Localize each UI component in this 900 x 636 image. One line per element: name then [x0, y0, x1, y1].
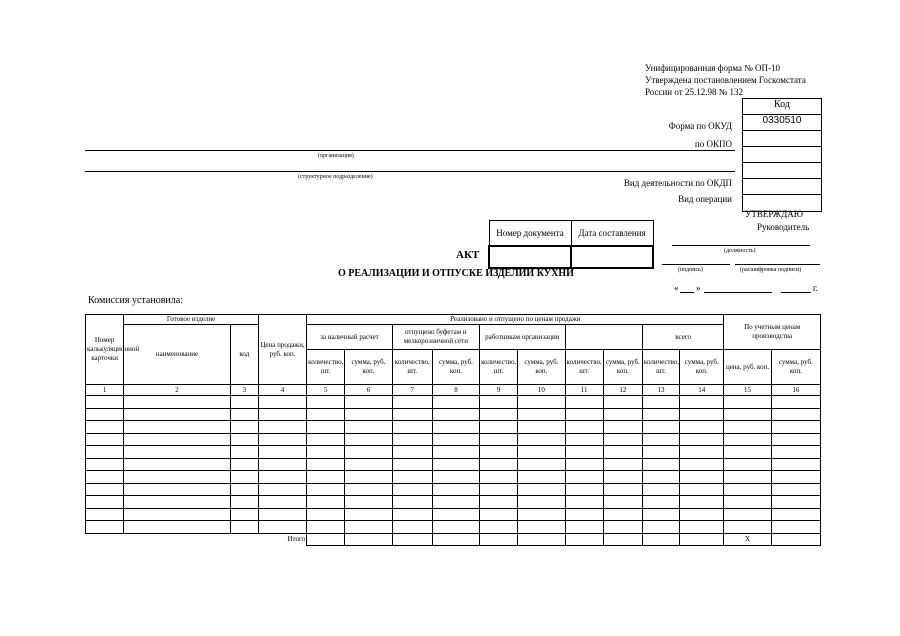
total-cell[interactable] [771, 533, 820, 546]
table-cell[interactable] [642, 471, 679, 484]
table-cell[interactable] [480, 458, 518, 471]
table-cell[interactable] [307, 396, 345, 409]
table-cell[interactable] [642, 396, 679, 409]
okud-field[interactable]: 0330510 [743, 115, 821, 131]
table-cell[interactable] [432, 433, 479, 446]
decoding-line[interactable] [735, 264, 820, 265]
table-cell[interactable] [392, 496, 432, 509]
table-cell[interactable] [392, 483, 432, 496]
table-cell[interactable] [345, 496, 392, 509]
table-cell[interactable] [124, 471, 231, 484]
table-cell[interactable] [642, 433, 679, 446]
act-label: АКТ [456, 249, 480, 261]
table-cell[interactable] [307, 433, 345, 446]
column-number: 12 [603, 385, 642, 396]
table-cell[interactable] [565, 496, 603, 509]
table-cell[interactable] [771, 396, 820, 409]
table-row [86, 421, 821, 434]
table-row [86, 433, 821, 446]
total-row [86, 533, 821, 546]
table-cell[interactable] [230, 508, 258, 521]
column-number: 4 [258, 385, 306, 396]
table-cell[interactable] [603, 446, 642, 459]
table-cell[interactable] [771, 521, 820, 534]
table-cell[interactable] [480, 471, 518, 484]
table-cell[interactable] [603, 408, 642, 421]
approved-line: Утверждена постановлением Госкомстата [645, 75, 806, 85]
table-cell[interactable] [724, 483, 771, 496]
table-cell[interactable] [565, 471, 603, 484]
sum-header: сумма, руб. коп. [680, 350, 724, 385]
table-cell[interactable] [642, 408, 679, 421]
table-cell[interactable] [392, 433, 432, 446]
table-cell[interactable] [307, 508, 345, 521]
act-title: О РЕАЛИЗАЦИИ И ОТПУСКЕ ИЗДЕЛИЙ КУХНИ [338, 268, 574, 279]
table-cell[interactable] [258, 408, 306, 421]
total-cell[interactable] [565, 533, 603, 546]
column-numbers-row [86, 385, 821, 396]
table-cell[interactable] [124, 421, 231, 434]
table-cell[interactable] [432, 458, 479, 471]
col-cash-header: за наличный расчет [307, 325, 392, 350]
table-cell[interactable] [480, 446, 518, 459]
table-cell[interactable] [518, 396, 565, 409]
table-cell[interactable] [392, 396, 432, 409]
table-cell[interactable] [642, 508, 679, 521]
table-cell[interactable] [432, 483, 479, 496]
table-cell[interactable] [124, 408, 231, 421]
table-cell[interactable] [307, 483, 345, 496]
approve-role: Руководитель [757, 222, 810, 232]
table-cell[interactable] [565, 483, 603, 496]
table-row [86, 458, 821, 471]
table-cell[interactable] [680, 496, 724, 509]
column-number: 2 [124, 385, 231, 396]
col-prod-prices-header: По учетным ценам производства [724, 315, 821, 350]
table-cell[interactable] [480, 483, 518, 496]
table-cell[interactable] [680, 396, 724, 409]
table-cell[interactable] [392, 458, 432, 471]
table-cell[interactable] [432, 508, 479, 521]
form-id-line: Унифицированная форма № ОП-10 [645, 63, 781, 73]
table-cell[interactable] [392, 471, 432, 484]
table-cell[interactable] [565, 433, 603, 446]
table-cell[interactable] [345, 508, 392, 521]
table-cell[interactable] [345, 446, 392, 459]
okpo-field-2[interactable] [743, 147, 821, 163]
table-cell[interactable] [258, 471, 306, 484]
table-cell[interactable] [258, 521, 306, 534]
table-cell[interactable] [124, 508, 231, 521]
table-cell[interactable] [480, 521, 518, 534]
table-cell[interactable] [680, 446, 724, 459]
organization-line[interactable] [85, 150, 735, 151]
signature-caption: (подпись) [678, 267, 703, 273]
act-number-date-table [488, 220, 654, 269]
table-cell[interactable] [603, 421, 642, 434]
date-open-quote: « [674, 283, 679, 293]
act-date-header: Дата составления [571, 221, 653, 247]
table-cell[interactable] [603, 433, 642, 446]
table-cell[interactable] [642, 521, 679, 534]
codes-title: Код [743, 99, 821, 115]
position-line[interactable] [672, 245, 810, 246]
table-cell[interactable] [518, 508, 565, 521]
table-cell[interactable] [565, 446, 603, 459]
table-cell[interactable] [86, 396, 124, 409]
table-cell[interactable] [480, 496, 518, 509]
organization-caption: (организация) [318, 153, 354, 159]
table-cell[interactable] [518, 496, 565, 509]
table-cell[interactable] [124, 483, 231, 496]
table-cell[interactable] [432, 421, 479, 434]
column-number: 10 [518, 385, 565, 396]
table-cell[interactable] [86, 421, 124, 434]
table-cell[interactable] [724, 521, 771, 534]
table-cell[interactable] [565, 458, 603, 471]
table-cell[interactable] [680, 408, 724, 421]
table-cell[interactable] [258, 458, 306, 471]
column-number: 11 [565, 385, 603, 396]
column-number: 15 [724, 385, 771, 396]
column-number: 9 [480, 385, 518, 396]
codes-box [742, 98, 822, 212]
sum-header: сумма, руб. коп. [432, 350, 479, 385]
total-cell[interactable] [307, 533, 345, 546]
table-cell[interactable] [724, 433, 771, 446]
table-cell[interactable] [680, 433, 724, 446]
table-cell[interactable] [680, 508, 724, 521]
decoding-caption: (расшифровка подписи) [740, 267, 802, 273]
okpo-label: по ОКПО [694, 139, 732, 149]
total-cell[interactable] [518, 533, 565, 546]
table-cell[interactable] [258, 508, 306, 521]
table-cell[interactable] [680, 483, 724, 496]
unit-price-header: цена, руб. коп. [724, 350, 771, 385]
table-cell[interactable] [124, 396, 231, 409]
table-cell[interactable] [565, 508, 603, 521]
col-buffets-header: отпущено буфетам и мелкорозничной сети [392, 325, 479, 350]
okud-label: Форма по ОКУД [668, 121, 732, 131]
table-cell[interactable] [565, 408, 603, 421]
table-cell[interactable] [432, 408, 479, 421]
table-cell[interactable] [124, 496, 231, 509]
table-cell[interactable] [307, 471, 345, 484]
table-cell[interactable] [86, 483, 124, 496]
table-cell[interactable] [345, 408, 392, 421]
qty-header: количество, шт. [642, 350, 679, 385]
table-cell[interactable] [307, 421, 345, 434]
column-number: 8 [432, 385, 479, 396]
total-cell[interactable] [480, 533, 518, 546]
column-number: 7 [392, 385, 432, 396]
sum-header: сумма, руб. коп. [518, 350, 565, 385]
sum-header: сумма, руб. коп. [345, 350, 392, 385]
table-cell[interactable] [392, 508, 432, 521]
position-caption: (должность) [724, 248, 756, 254]
col-total-header: всего [642, 325, 723, 350]
col-code-header: код [230, 325, 258, 385]
table-cell[interactable] [771, 408, 820, 421]
table-cell[interactable] [345, 471, 392, 484]
table-cell[interactable] [258, 483, 306, 496]
table-cell[interactable] [307, 521, 345, 534]
table-cell[interactable] [603, 496, 642, 509]
table-cell[interactable] [518, 458, 565, 471]
table-cell[interactable] [392, 446, 432, 459]
table-cell[interactable] [771, 446, 820, 459]
date-year-line[interactable] [781, 292, 811, 293]
qty-header: количество, шт. [392, 350, 432, 385]
table-cell[interactable] [124, 433, 231, 446]
table-cell[interactable] [642, 458, 679, 471]
column-number: 3 [230, 385, 258, 396]
table-cell[interactable] [480, 396, 518, 409]
table-cell[interactable] [307, 446, 345, 459]
table-cell[interactable] [392, 421, 432, 434]
year-suffix: г. [813, 283, 818, 293]
approve-title: УТВЕРЖДАЮ [745, 209, 804, 219]
table-cell[interactable] [124, 458, 231, 471]
table-cell[interactable] [603, 458, 642, 471]
table-cell[interactable] [230, 446, 258, 459]
table-cell[interactable] [642, 421, 679, 434]
column-number: 1 [86, 385, 124, 396]
table-cell[interactable] [345, 458, 392, 471]
table-cell[interactable] [724, 496, 771, 509]
table-cell[interactable] [603, 396, 642, 409]
col-price-header: Цена продажи, руб. коп. [258, 315, 306, 385]
table-cell[interactable] [432, 396, 479, 409]
qty-header: количество, шт. [565, 350, 603, 385]
table-cell[interactable] [124, 446, 231, 459]
table-cell[interactable] [771, 483, 820, 496]
col-name-header: наименование [124, 325, 231, 385]
table-cell[interactable] [432, 446, 479, 459]
table-cell[interactable] [771, 496, 820, 509]
table-cell[interactable] [307, 496, 345, 509]
commission-label: Комиссия установила: [88, 295, 183, 306]
table-cell[interactable] [724, 421, 771, 434]
table-cell[interactable] [392, 521, 432, 534]
okdp-field-2[interactable] [743, 179, 821, 195]
table-cell[interactable] [392, 408, 432, 421]
total-cell[interactable] [603, 533, 642, 546]
table-cell[interactable] [86, 521, 124, 534]
table-cell[interactable] [680, 421, 724, 434]
okpo-field[interactable] [743, 131, 821, 147]
products-table [85, 314, 821, 546]
table-cell[interactable] [565, 396, 603, 409]
table-cell[interactable] [480, 408, 518, 421]
act-date-field[interactable] [571, 246, 653, 268]
signature-line[interactable] [662, 264, 730, 265]
table-cell[interactable] [680, 521, 724, 534]
column-number: 16 [771, 385, 820, 396]
table-cell[interactable] [230, 496, 258, 509]
table-cell[interactable] [124, 521, 231, 534]
total-cell[interactable] [392, 533, 432, 546]
table-row [86, 496, 821, 509]
table-cell[interactable] [480, 508, 518, 521]
table-cell[interactable] [724, 446, 771, 459]
table-cell[interactable] [680, 458, 724, 471]
total-mark: X [724, 533, 771, 546]
table-cell[interactable] [480, 421, 518, 434]
table-cell[interactable] [603, 471, 642, 484]
table-cell[interactable] [642, 483, 679, 496]
table-cell[interactable] [345, 521, 392, 534]
table-cell[interactable] [345, 396, 392, 409]
table-row [86, 483, 821, 496]
qty-header: количество, шт. [480, 350, 518, 385]
table-row [86, 446, 821, 459]
table-cell[interactable] [432, 471, 479, 484]
total-cell[interactable] [345, 533, 392, 546]
col-product-header: Готовое изделие [124, 315, 259, 325]
table-cell[interactable] [86, 446, 124, 459]
sum-header: сумма, руб. коп. [603, 350, 642, 385]
approved-date-line: России от 25.12.98 № 132 [645, 87, 744, 97]
table-cell[interactable] [642, 446, 679, 459]
table-cell[interactable] [86, 496, 124, 509]
table-cell[interactable] [345, 433, 392, 446]
table-cell[interactable] [230, 433, 258, 446]
table-cell[interactable] [258, 396, 306, 409]
column-number: 6 [345, 385, 392, 396]
table-cell[interactable] [771, 433, 820, 446]
table-cell[interactable] [230, 483, 258, 496]
act-number-header: Номер документа [489, 221, 571, 247]
table-cell[interactable] [724, 396, 771, 409]
act-number-field[interactable] [489, 246, 571, 268]
qty-header: количество, шт. [307, 350, 345, 385]
sum-header: сумма, руб. коп. [771, 350, 820, 385]
table-cell[interactable] [724, 508, 771, 521]
okdp-label: Вид деятельности по ОКДП [623, 178, 732, 188]
division-line[interactable] [85, 171, 735, 172]
total-cell[interactable] [642, 533, 679, 546]
table-cell[interactable] [258, 446, 306, 459]
table-cell[interactable] [603, 483, 642, 496]
table-row [86, 521, 821, 534]
table-cell[interactable] [345, 421, 392, 434]
table-cell[interactable] [86, 471, 124, 484]
column-number: 14 [680, 385, 724, 396]
column-number: 13 [642, 385, 679, 396]
table-cell[interactable] [518, 446, 565, 459]
column-number: 5 [307, 385, 345, 396]
table-cell[interactable] [603, 521, 642, 534]
form-header [645, 62, 806, 98]
operation-label: Вид операции [678, 194, 732, 204]
table-cell[interactable] [518, 433, 565, 446]
table-cell[interactable] [432, 496, 479, 509]
table-cell[interactable] [771, 508, 820, 521]
total-cell[interactable] [432, 533, 479, 546]
table-cell[interactable] [518, 483, 565, 496]
date-month-line[interactable] [704, 292, 772, 293]
table-cell[interactable] [771, 471, 820, 484]
table-cell[interactable] [258, 433, 306, 446]
table-cell[interactable] [432, 521, 479, 534]
table-cell[interactable] [680, 471, 724, 484]
table-cell[interactable] [86, 408, 124, 421]
col-sold-header: Реализовано и отпущено по ценам продажи [307, 315, 724, 325]
table-cell[interactable] [86, 433, 124, 446]
table-row [86, 508, 821, 521]
table-cell[interactable] [230, 408, 258, 421]
table-row [86, 396, 821, 409]
table-cell[interactable] [518, 471, 565, 484]
col-workers-header: работникам организации [480, 325, 565, 350]
total-label: Итого [258, 533, 306, 546]
table-cell[interactable] [518, 521, 565, 534]
col-card-header: Номер калькуляционной карточки [86, 315, 124, 385]
table-cell[interactable] [307, 408, 345, 421]
table-cell[interactable] [565, 521, 603, 534]
table-cell[interactable] [724, 408, 771, 421]
table-row [86, 471, 821, 484]
division-caption: (структурное подразделение) [298, 174, 373, 180]
table-cell[interactable] [230, 471, 258, 484]
table-cell[interactable] [565, 421, 603, 434]
table-cell[interactable] [771, 421, 820, 434]
table-cell[interactable] [724, 458, 771, 471]
table-cell[interactable] [230, 396, 258, 409]
table-cell[interactable] [86, 508, 124, 521]
table-cell[interactable] [345, 483, 392, 496]
table-cell[interactable] [480, 433, 518, 446]
table-cell[interactable] [230, 421, 258, 434]
date-day-line[interactable] [680, 292, 694, 293]
table-cell[interactable] [518, 421, 565, 434]
date-close-quote: » [696, 283, 701, 293]
table-cell[interactable] [724, 471, 771, 484]
table-cell[interactable] [642, 496, 679, 509]
table-row [86, 408, 821, 421]
total-cell[interactable] [680, 533, 724, 546]
col-blank-header [565, 325, 642, 350]
table-cell[interactable] [86, 458, 124, 471]
table-cell[interactable] [771, 458, 820, 471]
table-cell[interactable] [258, 496, 306, 509]
table-cell[interactable] [603, 508, 642, 521]
table-cell[interactable] [258, 421, 306, 434]
table-cell[interactable] [230, 521, 258, 534]
okdp-field[interactable] [743, 163, 821, 179]
table-cell[interactable] [307, 458, 345, 471]
table-cell[interactable] [230, 458, 258, 471]
table-cell[interactable] [518, 408, 565, 421]
